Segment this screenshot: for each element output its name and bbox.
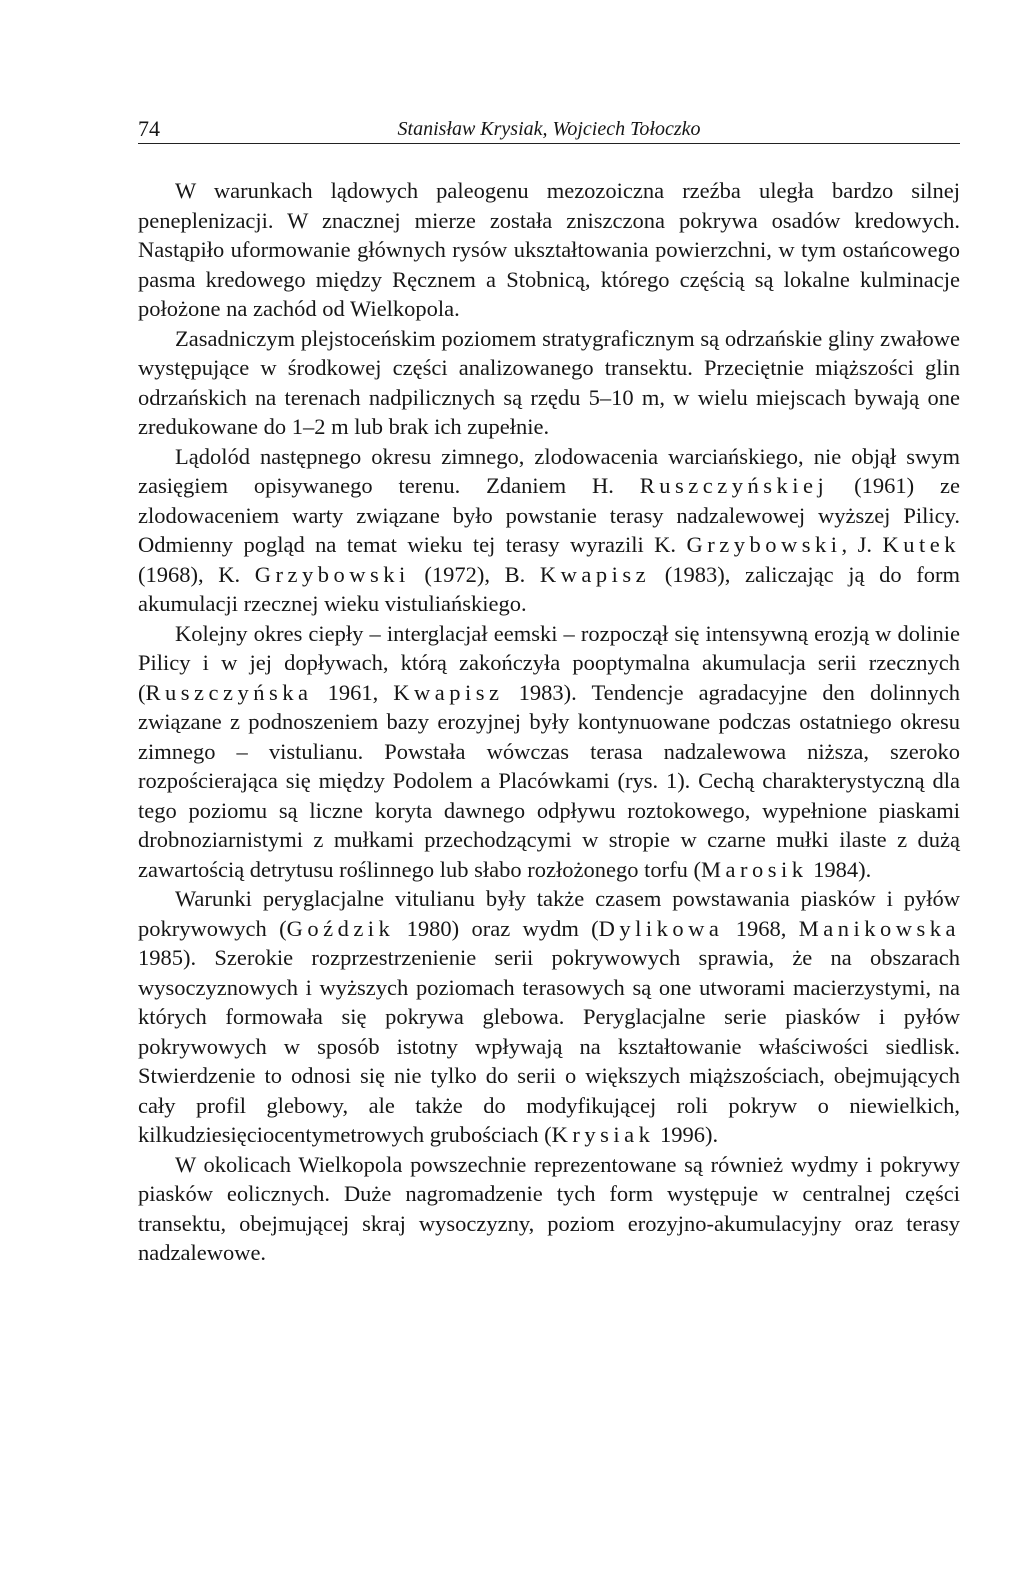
text-run: Zasadniczym plejstoceńskim poziomem stratygraficznym są odrzańskie gliny zwałowe występujące w środkowej części analizowanego transektu. Przeciętnie miąższości glin odrzańskich na terenach nadpilicznych są rzędu 5–10 m, w wielu miejscach bywają one zredukowane do 1–2 m lub brak ich zupełnie.	[138, 325, 960, 439]
text-run: W okolicach Wielkopola powszechnie reprezentowane są również wydmy i pokrywy piasków eolicznych. Duże nagromadzenie tych form występuje w centralnej części transektu, obejmującej skraj wysoczyzny, poziom erozyjno-akumulacyjny oraz terasy nadzalewowe.	[138, 1151, 960, 1265]
paragraph	[138, 619, 960, 885]
text-run: 1961,	[312, 679, 394, 705]
paragraph	[138, 884, 960, 1150]
author-name: Kutek	[882, 532, 960, 557]
text-run: (1968), K.	[138, 561, 255, 587]
author-name: Marosik	[700, 856, 808, 882]
author-name: Kwapisz	[539, 561, 651, 587]
text-run: 1985). Szerokie rozprzestrzenienie serii pokrywowych sprawia, że na obszarach wysoczyznowych i wyższych poziomach terasowych są one utworami macierzystymi, na których formowała się pokrywa glebowa. Peryglacjalne serie piasków i pyłów pokrywowych w sposób istotny wpływają na kształtowanie właściwości siedlisk. Stwierdzenie to odnosi się nie tylko do serii o większych miąższościach, obejmujących cały profil glebowy, ale także do modyfikującej roli pokryw o niewielkich, kilkudziesięciocentymetrowych grubościach (	[138, 945, 960, 1147]
text-run: Kolejny okres ciepły – interglacjał eemski – rozpoczął się intensywną erozją w dolinie Pilicy i w jej dopływach, którą zakończyła pooptymalna akumulacja serii rzecznych (	[138, 620, 960, 705]
paragraph	[138, 176, 960, 324]
author-name: Grzybowski	[254, 561, 410, 587]
body-text	[138, 176, 960, 1268]
author-name: Ruszczyńskiej	[639, 473, 829, 498]
text-run: 1984).	[807, 856, 872, 882]
text-run: (1972), B.	[409, 561, 540, 587]
author-name: Manikowska	[798, 915, 960, 941]
author-name: Ruszczyńska	[145, 679, 313, 705]
text-run: 1968,	[723, 915, 799, 941]
paragraph	[138, 442, 960, 619]
author-name: Krysiak	[551, 1122, 655, 1147]
paragraph	[138, 324, 960, 442]
text-run: 1980) oraz wydm (	[394, 915, 599, 941]
author-name: Kwapisz	[393, 679, 504, 705]
text-run: Warunki peryglacjalne vitulianu były także czasem powstawania piasków i pyłów pokrywowych (	[138, 886, 960, 941]
text-run: (1983), zaliczając ją do form akumulacji rzecznej wieku vistuliańskiego.	[138, 561, 961, 616]
author-name: Goździk	[286, 915, 395, 941]
running-head: Stanisław Krysiak, Wojciech Tołoczko	[397, 118, 701, 140]
author-name: Grzybowski	[686, 532, 842, 557]
page-number: 74	[138, 116, 160, 141]
text-run: (1961) ze zlodowaceniem warty związane było powstanie terasy nadzalewowej wyższej Pilicy. Odmienny pogląd na temat wieku tej terasy wyrazili K.	[138, 473, 960, 557]
header-rule	[138, 143, 960, 144]
text-run: Lądolód następnego okresu zimnego, zlodowacenia warciańskiego, nie objął swym zasięgiem opisywanego terenu. Zdaniem H.	[138, 443, 960, 498]
paragraph	[138, 1150, 960, 1268]
text-run: 1983). Tendencje agradacyjne den dolinnych związane z podnoszeniem bazy erozyjnej były kontynuowane podczas ostatniego okresu zimnego – vistulianu. Powstała wówczas terasa nadzalewowa niższa, szeroko rozpościerająca się między Podolem a Placówkami (rys. 1). Cechą charakterystyczną dla tego poziomu są liczne koryta dawnego odpływu roztokowego, wypełnione piaskami drobnoziarnistymi z mułkami przechodzącymi w stropie w czarne mułki ilaste z dużą zawartością detrytusu roślinnego lub słabo rozłożonego torfu (	[138, 679, 961, 882]
author-name: Dylikowa	[598, 915, 724, 941]
page-header	[138, 116, 960, 146]
text-run: W warunkach lądowych paleogenu mezozoiczna rzeźba uległa bardzo silnej peneplenizacji. W znacznej mierze została zniszczona pokrywa osadów kredowych. Nastąpiło uformowanie głównych rysów ukształtowania powierzchni, w tym ostańcowego pasma kredowego między Ręcznem a Stobnicą, którego częścią są lokalne kulminacje położone na zachód od Wielkopola.	[138, 178, 960, 321]
text-run: 1996).	[654, 1122, 719, 1147]
text-run: , J.	[841, 532, 883, 557]
